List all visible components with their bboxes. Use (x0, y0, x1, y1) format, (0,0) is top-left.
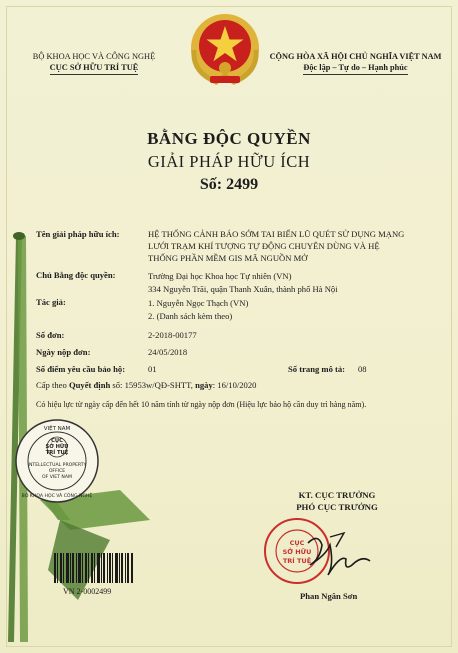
author-label: Tác giả: (36, 297, 66, 307)
filing-date-value: 24/05/2018 (148, 347, 188, 357)
document-title: BẰNG ĐỘC QUYỀN (147, 129, 311, 148)
invention-name-line: THỐNG PHẦN MỀM GIS MÃ NGUỒN MỞ (148, 252, 308, 263)
invention-name-line: HỆ THỐNG CẢNH BÁO SỚM TAI BIẾN LŨ QUÉT SỬ DỤNG MẠNG (148, 229, 405, 239)
application-number-value: 2-2018-00177 (148, 330, 197, 340)
state-name: CỘNG HÒA XÃ HỘI CHỦ NGHĨA VIỆT NAM (269, 52, 442, 61)
seal-bottom-text: BỘ KHOA HỌC VÀ CÔNG NGHỆ (21, 494, 93, 499)
red-seal-line: SỞ HỮU (282, 548, 312, 556)
certificate-number: Số: 2499 (199, 176, 259, 193)
owner-label: Chủ Bằng độc quyền: (36, 270, 116, 280)
signatory-subtitle: PHÓ CỤC TRƯỞNG (296, 502, 378, 512)
ministry-name: BỘ KHOA HỌC VÀ CÔNG NGHỆ (32, 52, 156, 61)
document-subtitle: GIẢI PHÁP HỮU ÍCH (147, 152, 311, 171)
pages-label: Số trang mô tả: (288, 364, 346, 374)
owner-line: 334 Nguyễn Trãi, quận Thanh Xuân, thành phố Hà Nội (148, 283, 338, 294)
signer-name: Phan Ngân Sơn (300, 591, 358, 601)
red-seal-line: TRÍ TUỆ (282, 557, 312, 565)
handwritten-signature-icon (300, 525, 380, 585)
state-motto: Độc lập – Tự do – Hạnh phúc (303, 62, 407, 75)
decision-word: Quyết định (68, 380, 111, 390)
decision-prefix: Cấp theo (36, 380, 69, 390)
seal-center-line: SỞ HỮU (45, 444, 69, 450)
claims-value: 01 (148, 364, 157, 374)
seal-top-text: VIỆT NAM (43, 426, 71, 432)
seal-center-line: CỤC (51, 438, 63, 444)
decision-date: : 16/10/2020 (212, 380, 257, 390)
decision-number: số: 15953w/QĐ-SHTT, (110, 380, 196, 390)
signatory-title: KT. CỤC TRƯỞNG (298, 490, 376, 500)
invention-name-line: LƯỚI TRẠM KHÍ TƯỢNG TỰ ĐỘNG CHUYÊN DÙNG VÀ HỆ (148, 240, 380, 251)
seal-english-line: INTELLECTUAL PROPERTY (27, 463, 87, 468)
author-value (148, 297, 438, 322)
office-seal-icon (14, 418, 100, 504)
signature-block (262, 489, 412, 513)
decision-date-label: ngày (195, 380, 213, 390)
pages-value: 08 (358, 364, 367, 374)
owner-line: Trường Đại học Khoa học Tự nhiên (VN) (148, 271, 292, 281)
seal-center-line: TRÍ TUỆ (45, 450, 69, 456)
claims-label: Số điểm yêu cầu bảo hộ: (36, 364, 126, 374)
application-number-label: Số đơn: (36, 330, 65, 340)
author-line: 1. Nguyễn Ngọc Thạch (VN) (148, 298, 249, 308)
filing-date-label: Ngày nộp đơn: (36, 347, 91, 357)
validity-note: Có hiệu lực từ ngày cấp đến hết 10 năm tính từ ngày nộp đơn (Hiệu lực bảo hộ cần duy trì hàng năm). (36, 400, 367, 409)
barcode (54, 553, 134, 583)
owner-value (148, 270, 438, 295)
invention-name-value (148, 229, 438, 264)
seal-english-line: OF VIET NAM (42, 475, 72, 480)
decision-line (36, 380, 256, 392)
author-line: 2. (Danh sách kèm theo) (148, 310, 233, 321)
barcode-number: VN 2-0002499 (63, 587, 112, 596)
seal-english-line: OFFICE (48, 469, 66, 474)
red-seal-line: CỤC (289, 539, 305, 547)
invention-name-label: Tên giải pháp hữu ích: (36, 229, 120, 239)
office-name: CỤC SỞ HỮU TRÍ TUỆ (50, 62, 139, 75)
